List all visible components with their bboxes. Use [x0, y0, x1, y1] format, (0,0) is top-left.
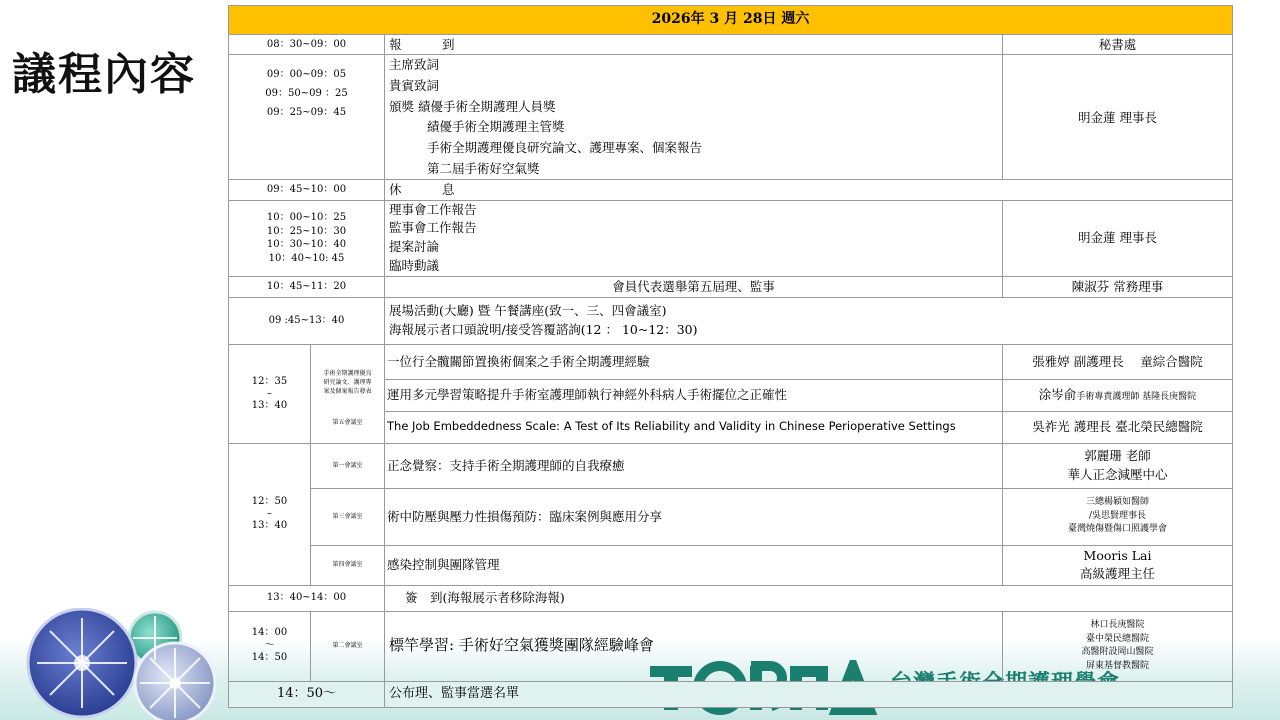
- time-cell: 14：50～: [229, 681, 385, 707]
- agenda-item: 休 息: [385, 180, 1233, 200]
- talk-title: 一位行全髖關節置換術個案之手術全期護理經驗: [385, 344, 1003, 379]
- table-row: [229, 180, 1233, 200]
- time-cell: 10：00~10：25 10：25~10：30 10：30~10：40 10：40~10: 45: [229, 200, 385, 276]
- agenda-item: 會員代表選舉第五屆理、監事: [385, 276, 1003, 297]
- agenda-item: 公布理、監事當選名單: [385, 681, 1233, 707]
- talk-title: 正念覺察：支持手術全期護理師的自我療癒: [385, 443, 1003, 488]
- time-cell: 13：40~14：00: [229, 585, 385, 611]
- talk-title: 感染控制與團隊管理: [385, 545, 1003, 585]
- talk-title: 運用多元學習策略提升手術室護理師執行神經外科病人手術擺位之正確性: [385, 379, 1003, 411]
- agenda-date: 2026年 3 月 28日 週六: [229, 6, 1233, 35]
- room-cell: 第二會議室: [311, 611, 385, 681]
- room-cell: 手術全期護理優良 研究論文、護理專 案及個案報告發表 第五會議室: [311, 344, 385, 443]
- time-cell: 08：30~09：00: [229, 35, 385, 55]
- agenda-item: 展場活動(大廳) 暨 午餐講座(致一、三、四會議室) 海報展示者口頭說明/接受答覆諮詢(12 ： 10~12：30): [385, 297, 1233, 344]
- table-row: [229, 297, 1233, 344]
- table-row: [229, 35, 1233, 55]
- speaker-cell: Mooris Lai 高級護理主任: [1003, 545, 1233, 585]
- room-cell: 第三會議室: [311, 488, 385, 545]
- agenda-item: 簽 到(海報展示者移除海報): [385, 585, 1233, 611]
- agenda-item: 標竿學習: 手術好空氣獲獎團隊經驗峰會: [385, 611, 1003, 681]
- talk-title: 術中防壓與壓力性損傷預防：臨床案例與應用分享: [385, 488, 1003, 545]
- agenda-item: 理事會工作報告 監事會工作報告 提案討論 臨時動議: [385, 200, 1003, 276]
- speaker-cell: 陳淑芬 常務理事: [1003, 276, 1233, 297]
- time-cell: 09 :45~13：40: [229, 297, 385, 344]
- room-cell: 第一會議室: [311, 443, 385, 488]
- agenda-header-row: [229, 6, 1233, 35]
- table-row: [229, 55, 1233, 180]
- table-row: [229, 200, 1233, 276]
- snowflake-ornament-icon: [25, 608, 225, 720]
- table-row: [229, 276, 1233, 297]
- speaker-cell: 張雅婷 副護理長 童綜合醫院: [1003, 344, 1233, 379]
- table-row: [229, 545, 1233, 585]
- time-cell: 09：45~10：00: [229, 180, 385, 200]
- table-row: [229, 344, 1233, 379]
- table-row: [229, 611, 1233, 681]
- slide-title: 議程內容: [12, 49, 196, 100]
- table-row: [229, 681, 1233, 707]
- agenda-table: [228, 5, 1233, 708]
- speaker-cell: 涂岑俞手術專責護理師 基隆長庚醫院: [1003, 379, 1233, 411]
- table-row: [229, 585, 1233, 611]
- time-cell: 10：45~11：20: [229, 276, 385, 297]
- speaker-cell: 明金蓮 理事長: [1003, 55, 1233, 180]
- speaker-cell: 秘書處: [1003, 35, 1233, 55]
- time-cell: 14：00 ～ 14：50: [229, 611, 311, 681]
- room-cell: 第四會議室: [311, 545, 385, 585]
- time-cell: 09：00~09：05 09：50~09 ：25 09：25~09：45: [229, 55, 385, 180]
- agenda-item: 報 到: [385, 35, 1003, 55]
- speaker-cell: 郭麗珊 老師 華人正念減壓中心: [1003, 443, 1233, 488]
- time-cell: 12：50 – 13：40: [229, 443, 311, 585]
- speaker-cell: 明金蓮 理事長: [1003, 200, 1233, 276]
- table-row: [229, 443, 1233, 488]
- agenda-item: 主席致詞 貴賓致詞 頒獎 績優手術全期護理人員獎 績優手術全期護理主管獎 手術全期護理優良研究論文、護理專案、個案報告 第二屆手術好空氣獎: [385, 55, 1003, 180]
- speaker-cell: 三總楊穎如醫師 /吳思賢理事長 臺灣燒傷暨傷口照護學會: [1003, 488, 1233, 545]
- table-row: [229, 488, 1233, 545]
- speaker-cell: 吳祚光 護理長 臺北榮民總醫院: [1003, 411, 1233, 443]
- speaker-cell: 林口長庚醫院 臺中榮民總醫院 高醫附設岡山醫院 屏東基督教醫院: [1003, 611, 1233, 681]
- time-cell: 12：35 – 13：40: [229, 344, 311, 443]
- talk-title: The Job Embeddedness Scale: A Test of Its Reliability and Validity in Chinese Perioperative Settings: [385, 411, 1003, 443]
